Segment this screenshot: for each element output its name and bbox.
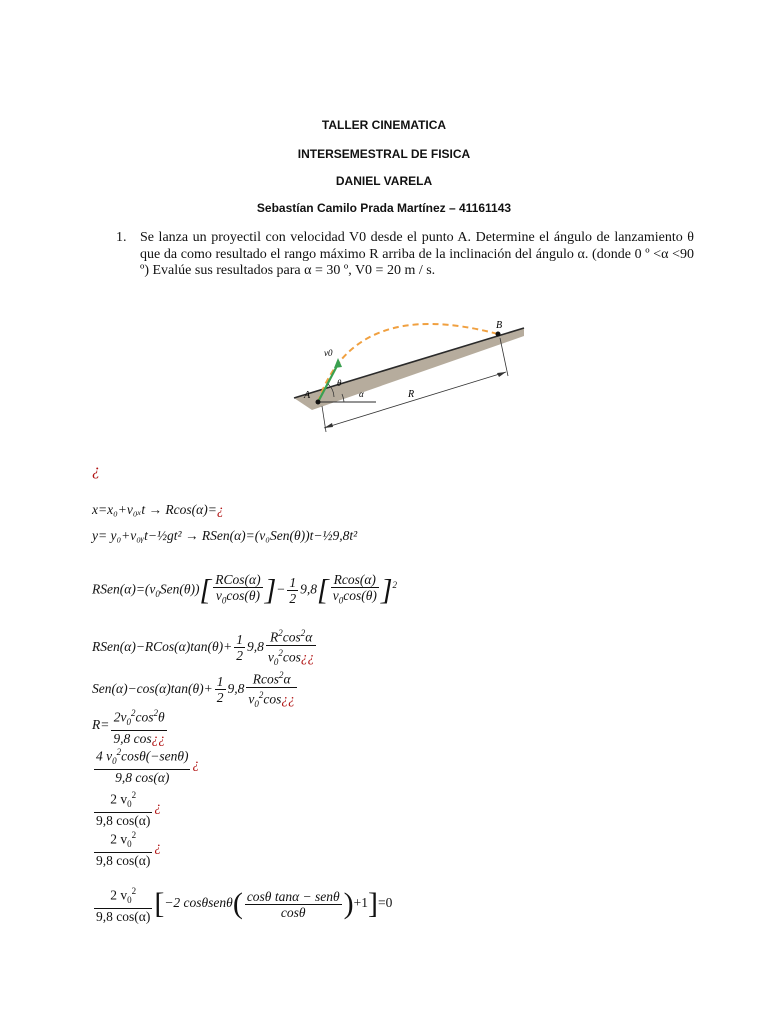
equation-divided: Sen(α)−cos(α)tan(θ)+ $\frac{1}{2}$ 9,8 $\frac{Rcos^2\alpha}{v_0^2\cos¿¿}$: [92, 670, 295, 709]
equation-substitution: $RSen(\alpha)=(v_0Sen(\theta))$[ $\frac{\text{RCos(α)}}{v_0\cos(\theta)}$ ]− $\frac{1}{2}$ 9,8[ $\frac{Rcos(\alpha)}{v_0\cos(\theta)}$ ]$^2$: [92, 572, 398, 607]
equation-derivative-3: $\frac{2 v_0^2}{9,8 \cos(\alpha)}$ ¿: [96, 830, 162, 869]
equation-x: x=x₀+v₀ₓt → Rcos(α)=¿: [92, 502, 224, 517]
incline-figure: [284, 306, 534, 436]
label-A: A: [304, 390, 311, 401]
equation-final: $\frac{2 v_0^2}{9,8 \cos(\alpha)}$ [−2 cosθsenθ( $\frac{\text{cosθ tanα − senθ}}{\cos\theta}$ )+1]=0: [96, 886, 393, 925]
teacher-name: DANIEL VARELA: [335, 174, 433, 188]
label-R: R: [408, 389, 415, 400]
problem-1: [116, 230, 694, 280]
equation-derivative-2: $\frac{2 v_0^2}{9,8 \cos(\alpha)}$ ¿: [96, 790, 162, 829]
label-v0: v0: [324, 348, 333, 358]
stray-glyph: ¿: [92, 462, 100, 479]
equation-derivative-1: $\frac{4 v_0^2\cos\theta(-sen\theta)}{9,8 \cos(\alpha)}$ ¿: [96, 747, 200, 786]
label-alpha: α: [359, 389, 364, 399]
problem-text: Se lanza un proyectil con velocidad V0 desde el punto A. Determine el ángulo de lanzamiento θ que da como resultado el rango máximo R arriba de la inclinación del ángulo α. (donde 0 º <α <90 º) Evalúe sus resultados para α = 30 º, V0 = 20 m / s.: [140, 230, 694, 278]
label-theta: θ: [337, 378, 342, 388]
doc-subtitle: INTERSEMESTRAL DE FISICA: [297, 147, 471, 161]
doc-title: TALLER CINEMATICA: [321, 118, 447, 132]
equation-y: y= y₀+v₀ᵧt−½gt² → RSen(α)=(v₀Sen(θ))t−½9,8t²: [92, 528, 358, 543]
problem-number: 1.: [116, 230, 127, 245]
label-B: B: [496, 320, 503, 331]
student-name: Sebastían Camilo Prada Martínez – 41161143: [256, 201, 512, 215]
equation-rearranged: RSen(α)−RCos(α)tan(θ)+ $\frac{1}{2}$ 9,8 $\frac{R^2\cos^2\alpha}{v_0^2\cos¿¿}$: [92, 628, 315, 667]
equation-range: R= $\frac{2v_0^2\cos^2\theta}{9,8 \cos¿¿}$: [92, 708, 166, 747]
